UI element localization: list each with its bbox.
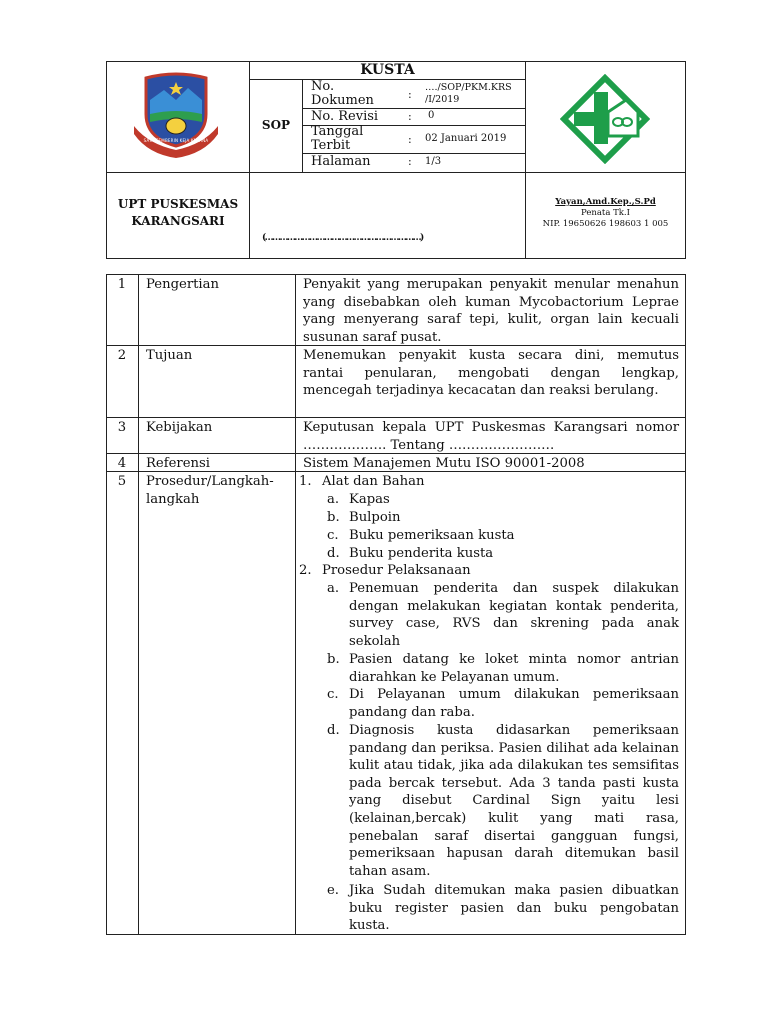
item-text: Buku penderita kusta <box>349 546 494 561</box>
section-title-prosedur-pelaksanaan: Prosedur Pelaksanaan <box>322 563 471 578</box>
item-letter: d. <box>327 723 340 738</box>
item-text: Kapas <box>349 492 390 507</box>
item-letter: b. <box>327 510 340 525</box>
organization-name: UPT PUSKESMAS KARANGSARI <box>117 197 239 228</box>
row-number: 4 <box>117 456 127 471</box>
field-value-no-revisi: 0 <box>428 110 435 121</box>
item-text: Di Pelayanan umum dilakukan pemeriksaan pandang dan raba. <box>349 687 679 720</box>
item-letter: e. <box>327 883 339 898</box>
field-label-tanggal-terbit: Tanggal Terbit <box>311 124 364 153</box>
sop-label: SOP <box>261 118 291 132</box>
row-text-referensi: Sistem Manajemen Mutu ISO 90001-2008 <box>303 456 585 471</box>
row-label-referensi: Referensi <box>146 456 211 471</box>
item-text: Pasien datang ke loket minta nomor antrian diarahkan ke Pelayanan umum. <box>349 652 679 685</box>
field-value-no-dokumen: …./SOP/PKM.KRS /I/2019 <box>425 82 512 105</box>
field-value-tanggal-terbit: 02 Januari 2019 <box>425 133 507 144</box>
document-title: KUSTA <box>360 62 415 78</box>
field-value-halaman: 1/3 <box>425 156 442 167</box>
item-letter: c. <box>327 687 339 702</box>
item-letter: c. <box>327 528 339 543</box>
row-text-pengertian: Penyakit yang merupakan penyakit menular menahun yang disebabkan oleh kuman Mycobactorium Leprae yang menyerang saraf tepi, kulit, organ lain kecuali susunan saraf pusat. <box>303 277 679 345</box>
puskesmas-logo <box>560 74 650 164</box>
row-number: 1 <box>117 277 127 292</box>
section-title-alat-bahan: Alat dan Bahan <box>322 474 425 489</box>
item-letter: a. <box>327 581 340 596</box>
row-label-tujuan: Tujuan <box>146 348 193 363</box>
signer-name: Yayan,Amd.Kep.,S.Pd <box>555 197 656 207</box>
item-letter: d. <box>327 546 340 561</box>
item-letter: a. <box>327 492 340 507</box>
section-number: 2. <box>299 563 312 578</box>
row-label-pengertian: Pengertian <box>146 277 220 292</box>
field-label-no-revisi: No. Revisi <box>311 109 379 124</box>
row-text-kebijakan: Keputusan kepala UPT Puskesmas Karangsari nomor ………………. Tentang …………………… <box>303 420 679 453</box>
item-text: Diagnosis kusta didasarkan pemeriksaan pandang dan periksa. Pasien dilihat ada kelainan kulit atau tidak, jika ada dilakukan tes semsifitas pada bercak tersebut. Ada 3 tanda pasti kusta yang disebut Cardinal Sign yaitu lesi (kelainan,bercak) kulit yang mati rasa, penebalan saraf disertai gangguan fungsi, pemeriksaan hapusan darah ditemukan basil tahan asam. <box>349 723 679 879</box>
logo-banner-text: SAYA SEMBERIN KEJA KNPANA <box>143 138 209 143</box>
row-text-tujuan: Menemukan penyakit kusta secara dini, memutus rantai penularan, mengobati dengan lengkap, mencegah terjadinya kecacatan dan reaksi berulang. <box>303 348 679 399</box>
item-letter: b. <box>327 652 340 667</box>
field-sep: : <box>408 110 412 123</box>
signature-placeholder: (………………………………………………………) <box>262 233 423 243</box>
field-label-halaman: Halaman <box>311 154 371 169</box>
item-text: Jika Sudah ditemukan maka pasien dibuatkan buku register pasien dan buku pengobatan kusta. <box>349 883 679 934</box>
regional-logo <box>128 70 224 160</box>
section-number: 1. <box>299 474 312 489</box>
item-text: Penemuan penderita dan suspek dilakukan dengan melakukan kegiatan kontak penderita, survey case, RVS dan skrening pada anak sekolah <box>349 581 679 649</box>
item-text: Buku pemeriksaan kusta <box>349 528 515 543</box>
row-label-kebijakan: Kebijakan <box>146 420 213 435</box>
field-label-no-dokumen: No. Dokumen <box>311 79 374 108</box>
field-sep: : <box>408 133 412 146</box>
field-sep: : <box>408 155 412 168</box>
row-label-prosedur: Prosedur/Langkah-langkah <box>146 474 274 507</box>
signer-nip: NIP. 19650626 198603 1 005 <box>542 219 669 229</box>
signer-rank: Penata Tk.I <box>581 208 630 218</box>
row-number: 2 <box>117 348 127 363</box>
item-text: Bulpoin <box>349 510 401 525</box>
row-number: 5 <box>117 474 127 489</box>
row-number: 3 <box>117 420 127 435</box>
field-sep: : <box>408 88 412 101</box>
